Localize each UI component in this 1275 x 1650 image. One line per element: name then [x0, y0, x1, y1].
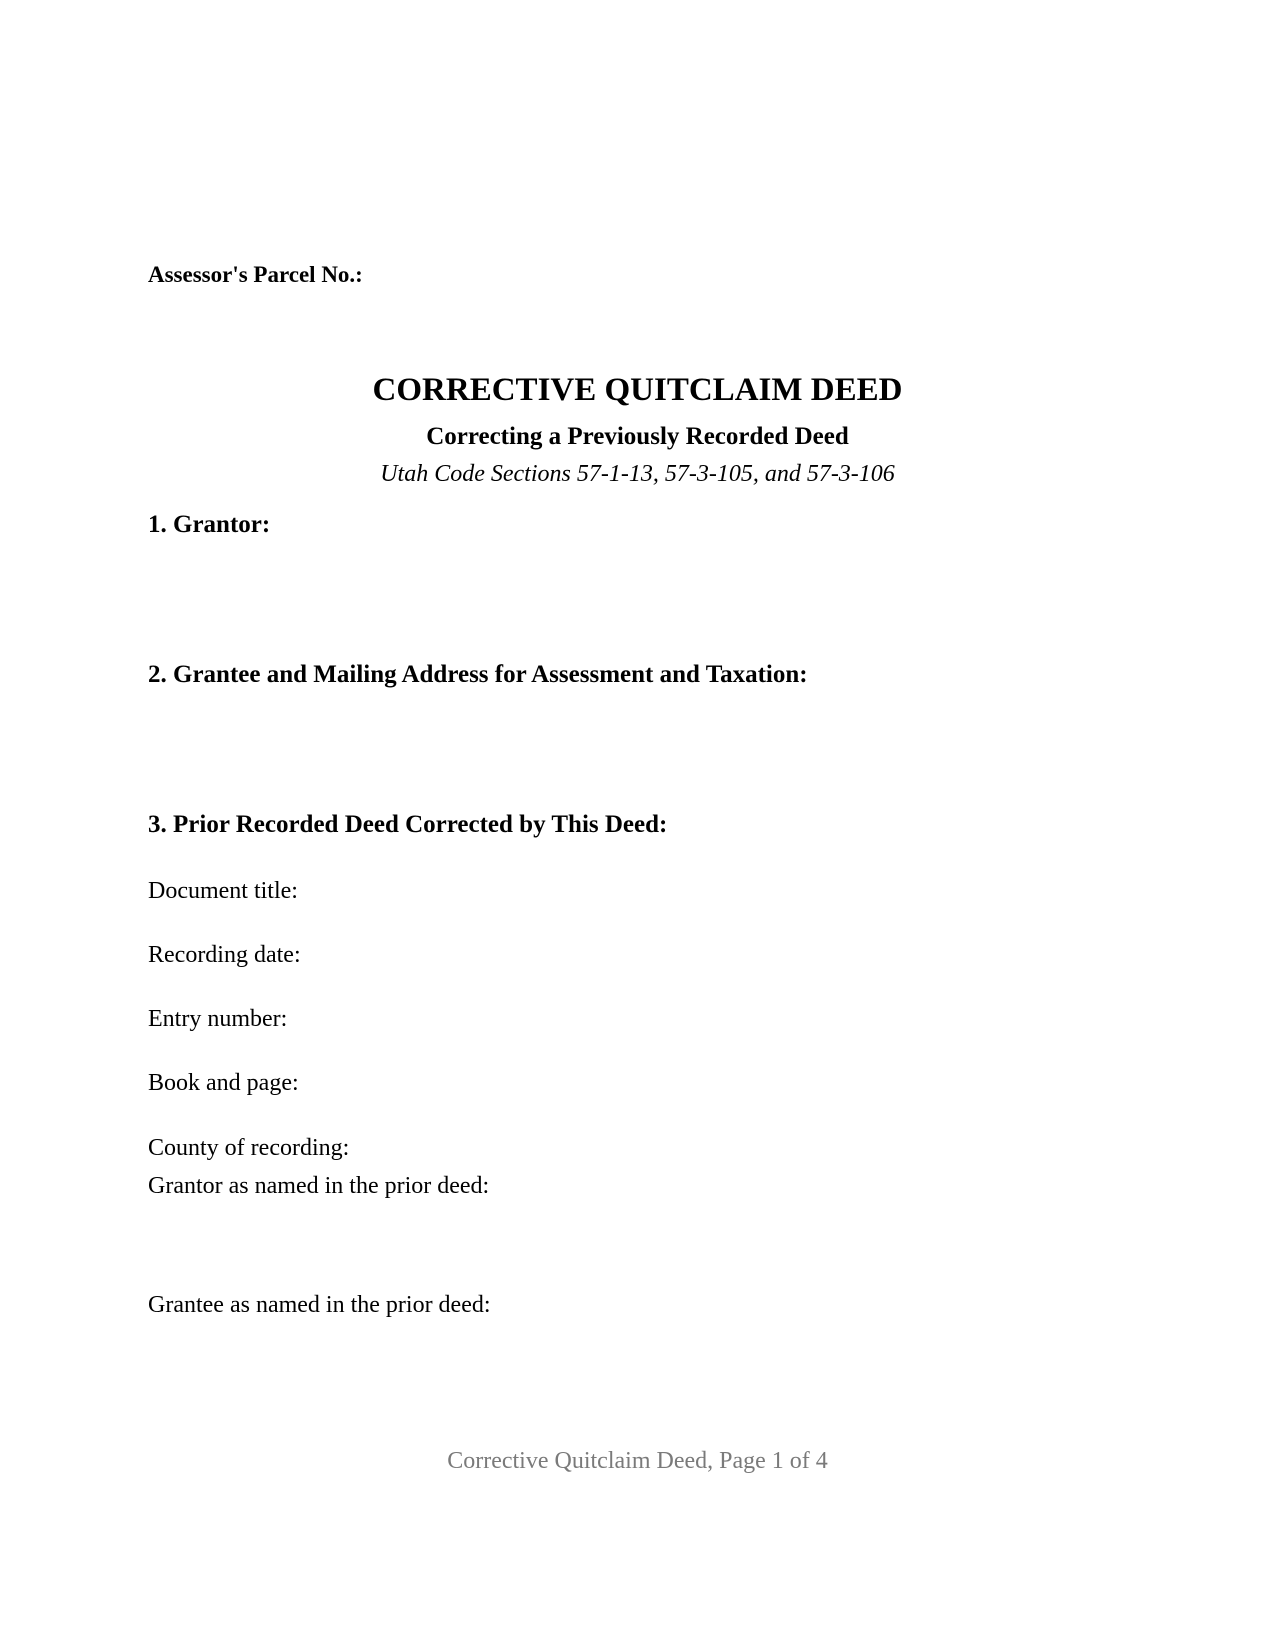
field-label-entry-number: Entry number: — [148, 1006, 288, 1032]
field-label-county-of-recording: County of recording: — [148, 1135, 350, 1161]
field-label-document-title: Document title: — [148, 878, 298, 904]
statute-citation: Utah Code Sections 57-1-13, 57-3-105, and 57-3-106 — [380, 461, 895, 487]
field-label-prior-grantor: Grantor as named in the prior deed: — [148, 1173, 490, 1199]
field-label-recording-date: Recording date: — [148, 942, 301, 968]
section-grantor-heading: 1. Grantor: — [148, 511, 271, 538]
assessor-parcel-label: Assessor's Parcel No.: — [148, 262, 363, 287]
document-subtitle: Correcting a Previously Recorded Deed — [426, 423, 849, 450]
field-label-book-and-page: Book and page: — [148, 1070, 299, 1096]
section-grantee-heading: 2. Grantee and Mailing Address for Assessment and Taxation: — [148, 661, 808, 688]
section-prior-deed-heading: 3. Prior Recorded Deed Corrected by This Deed: — [148, 811, 668, 838]
page-footer: Corrective Quitclaim Deed, Page 1 of 4 — [447, 1448, 828, 1474]
field-label-prior-grantee: Grantee as named in the prior deed: — [148, 1292, 491, 1318]
document-title: CORRECTIVE QUITCLAIM DEED — [372, 372, 903, 408]
